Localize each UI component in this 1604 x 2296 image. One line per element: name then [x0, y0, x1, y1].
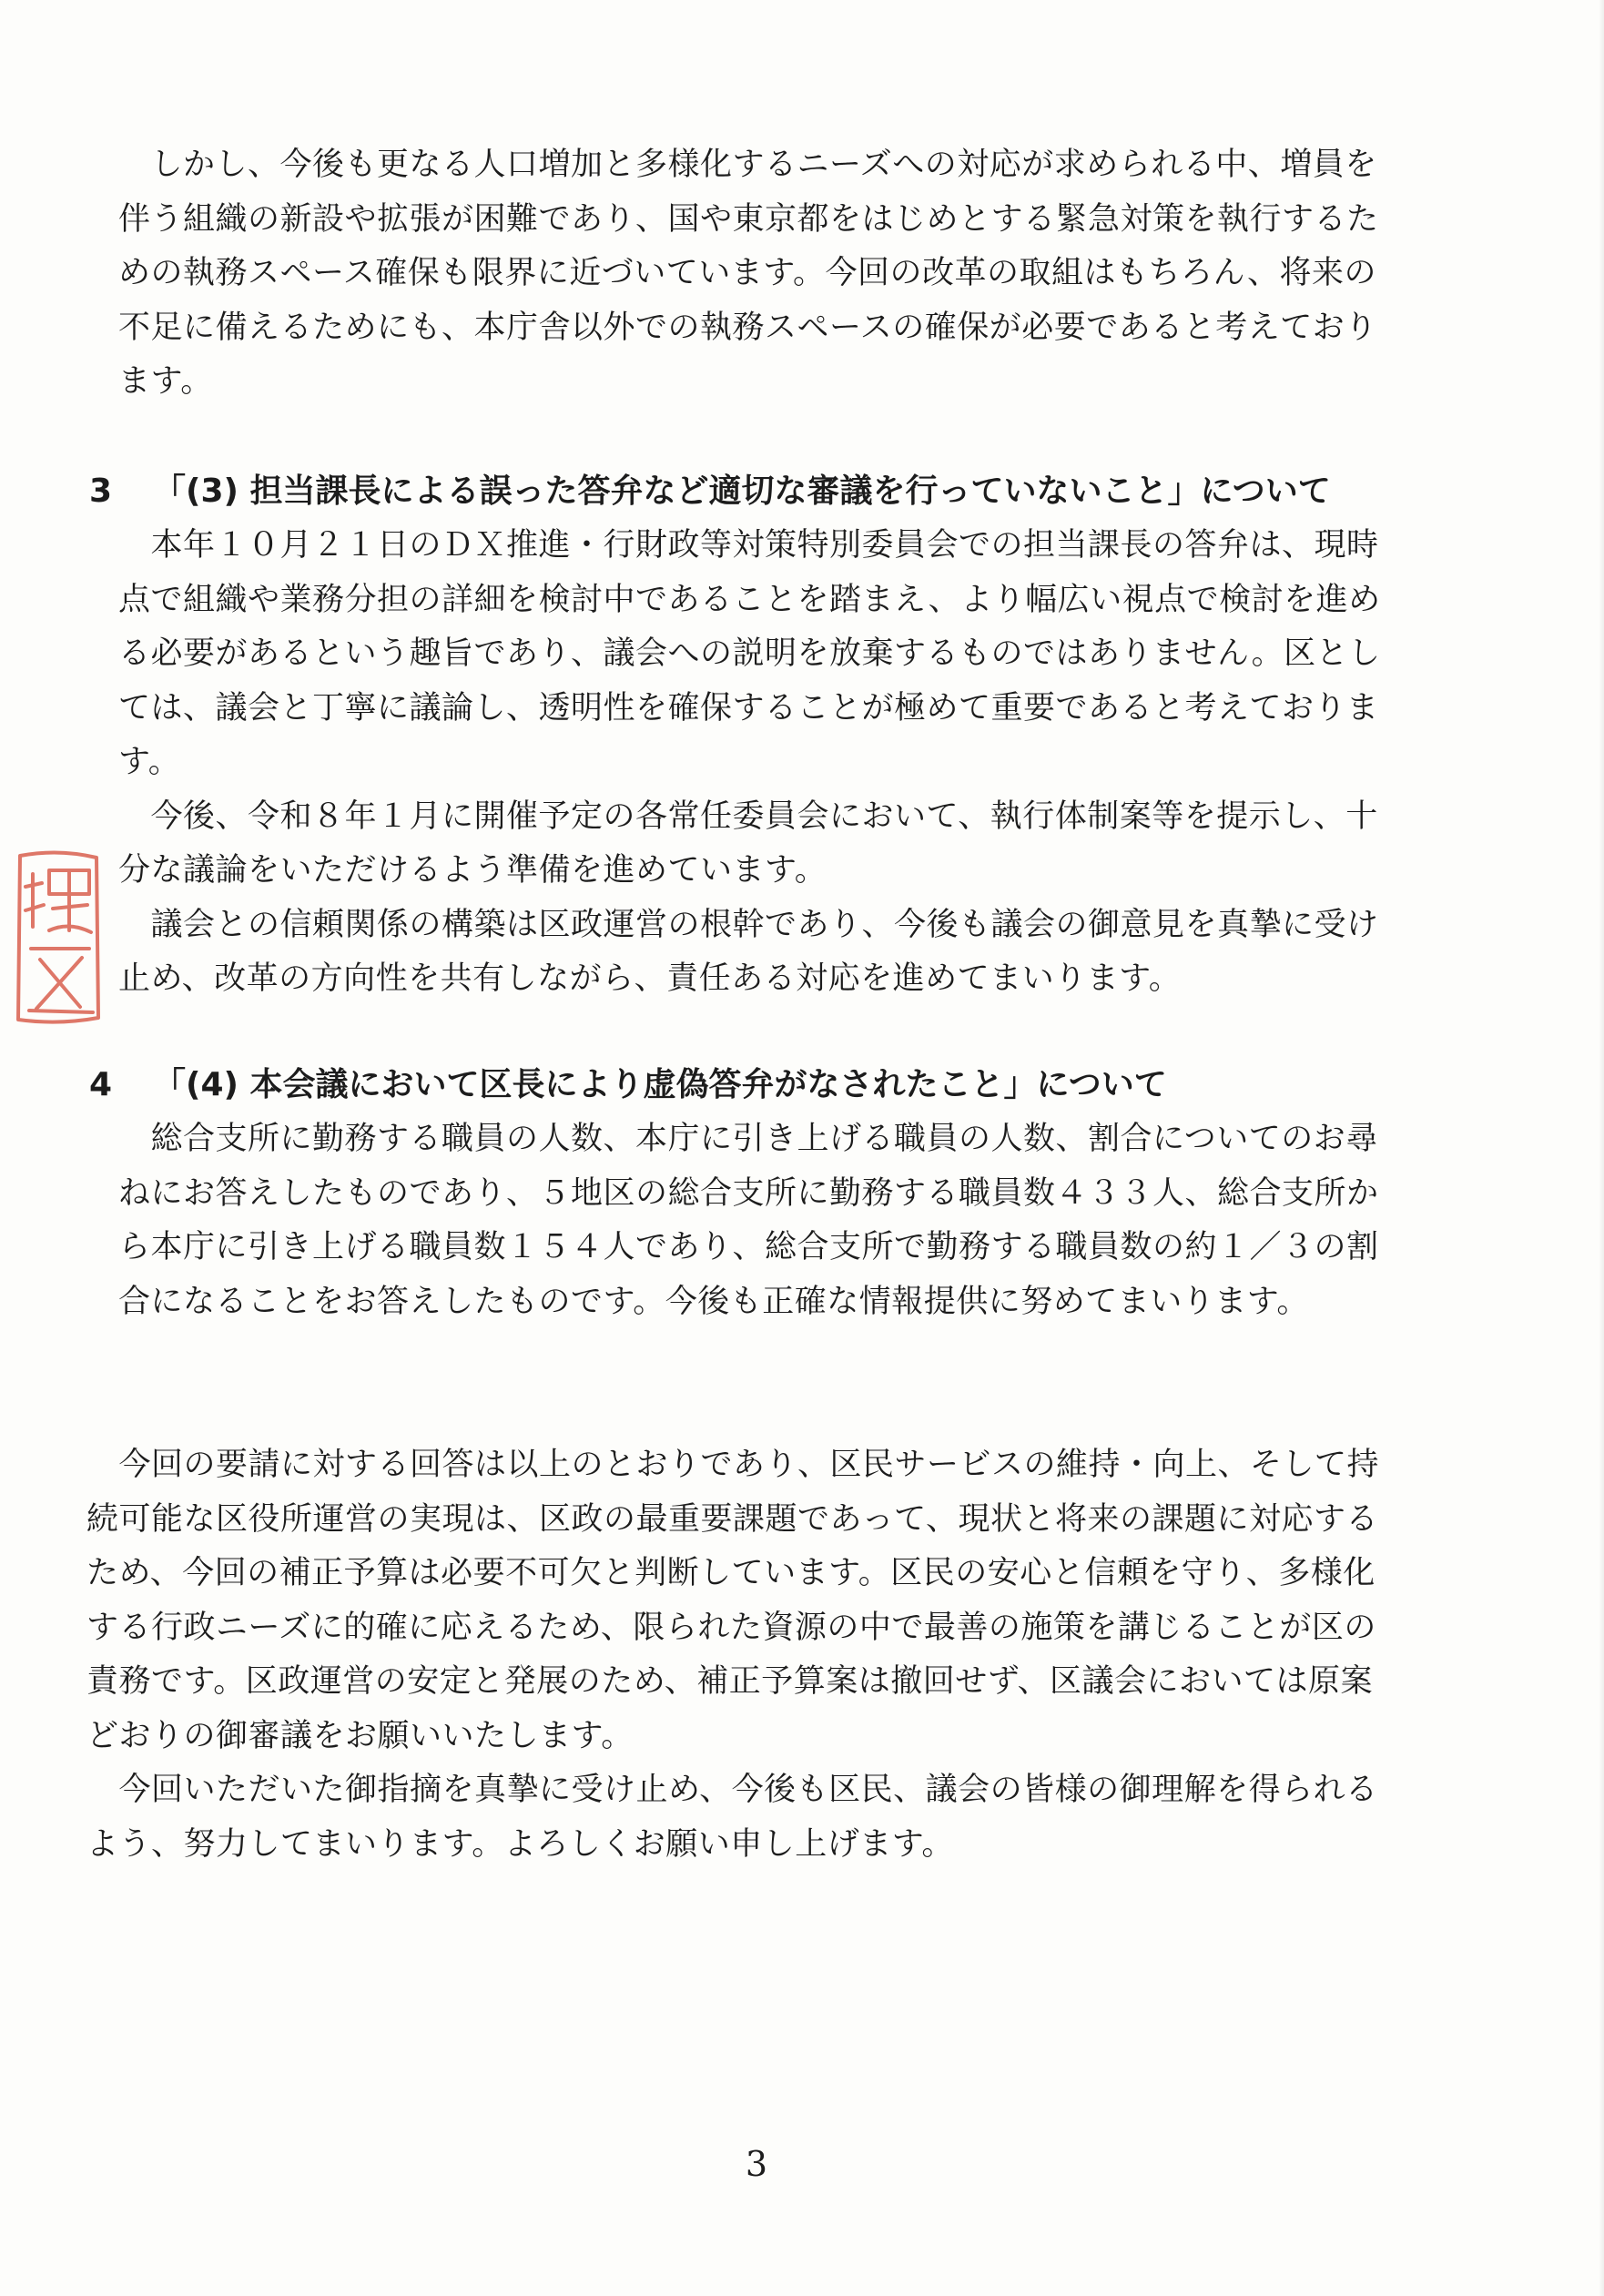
text-line: 不足に備えるためにも、本庁舎以外での執務スペースの確保が必要であると考えており	[118, 309, 1377, 346]
text-line: ら本庁に引き上げる職員数１５４人であり、総合支所で勤務する職員数の約１／３の割	[118, 1229, 1379, 1265]
text-line: る必要があるという趣旨であり、議会への説明を放棄するものではありません。区とし	[118, 635, 1381, 672]
text-line: ます。	[118, 363, 213, 400]
text-line: 今回いただいた御指摘を真摯に受け止め、今後も区民、議会の皆様の御理解を得られる	[86, 1772, 1378, 1808]
text-line: 伴う組織の新設や拡張が困難であり、国や東京都をはじめとする緊急対策を執行するた	[118, 200, 1379, 238]
closing-section	[86, 1438, 1379, 1872]
text-line: す。	[118, 744, 181, 780]
text-line: めの執務スペース確保も限界に近づいています。今回の改革の取組はもちろん、将来の	[118, 255, 1377, 291]
page-number: 3	[745, 2144, 768, 2184]
section-3-number: 3	[89, 472, 113, 510]
text-line: ては、議会と丁寧に議論し、透明性を確保することが極めて重要であると考えておりま	[118, 689, 1379, 726]
text-line: 分な議論をいただけるよう準備を進めています。	[118, 852, 827, 889]
text-line: しかし、今後も更なる人口増加と多様化するニーズへの対応が求められる中、増員を	[118, 147, 1377, 183]
intro-paragraph	[118, 138, 1379, 410]
scan-edge-shadow	[1599, 0, 1604, 2296]
text-line: 今後、令和８年１月に開催予定の各常任委員会において、執行体制案等を提示し、十	[118, 798, 1378, 835]
section-3-heading	[89, 464, 1331, 519]
seal-stamp	[13, 847, 104, 1029]
text-line: 責務です。区政運営の安定と発展のため、補正予算案は撤回せず、区議会においては原案	[86, 1663, 1374, 1700]
section-4-body	[118, 1112, 1379, 1329]
section-3-body	[118, 519, 1381, 1007]
text-line: 点で組織や業務分担の詳細を検討中であることを踏まえ、より幅広い視点で検討を進め	[118, 581, 1381, 618]
section-4-number: 4	[89, 1066, 113, 1103]
text-line: 合になることをお答えしたものです。今後も正確な情報提供に努めてまいります。	[118, 1283, 1309, 1320]
text-line: 本年１０月２１日のＤＸ推進・行財政等対策特別委員会での担当課長の答弁は、現時	[118, 527, 1379, 564]
text-line: ねにお答えしたものであり、５地区の総合支所に勤務する職員数４３３人、総合支所か	[118, 1174, 1379, 1212]
text-line: ため、今回の補正予算は必要不可欠と判断しています。区民の安心と信頼を守り、多様化	[86, 1555, 1376, 1591]
section-4-heading	[89, 1058, 1167, 1112]
text-line: 止め、改革の方向性を共有しながら、責任ある対応を進めてまいります。	[118, 960, 1182, 997]
text-line: 今回の要請に対する回答は以上のとおりであり、区民サービスの維持・向上、そして持	[86, 1447, 1380, 1483]
text-line: 議会との信頼関係の構築は区政運営の根幹であり、今後も議会の御意見を真摯に受け	[118, 906, 1379, 943]
text-line: 総合支所に勤務する職員の人数、本庁に引き上げる職員の人数、割合についてのお尋	[118, 1121, 1378, 1157]
text-line: どおりの御審議をお願いいたします。	[86, 1717, 634, 1754]
section-3-title: 「(3) 担当課長による誤った答弁など適切な審議を行っていないこと」について	[153, 472, 1331, 510]
section-4-title: 「(4) 本会議において区長により虚偽答弁がなされたこと」について	[153, 1066, 1167, 1103]
text-line: する行政ニーズに的確に応えるため、限られた資源の中で最善の施策を講じることが区の	[86, 1609, 1376, 1646]
text-line: 続可能な区役所運営の実現は、区政の最重要課題であって、現状と将来の課題に対応する	[86, 1500, 1378, 1538]
text-line: よう、努力してまいります。よろしくお願い申し上げます。	[86, 1825, 954, 1863]
